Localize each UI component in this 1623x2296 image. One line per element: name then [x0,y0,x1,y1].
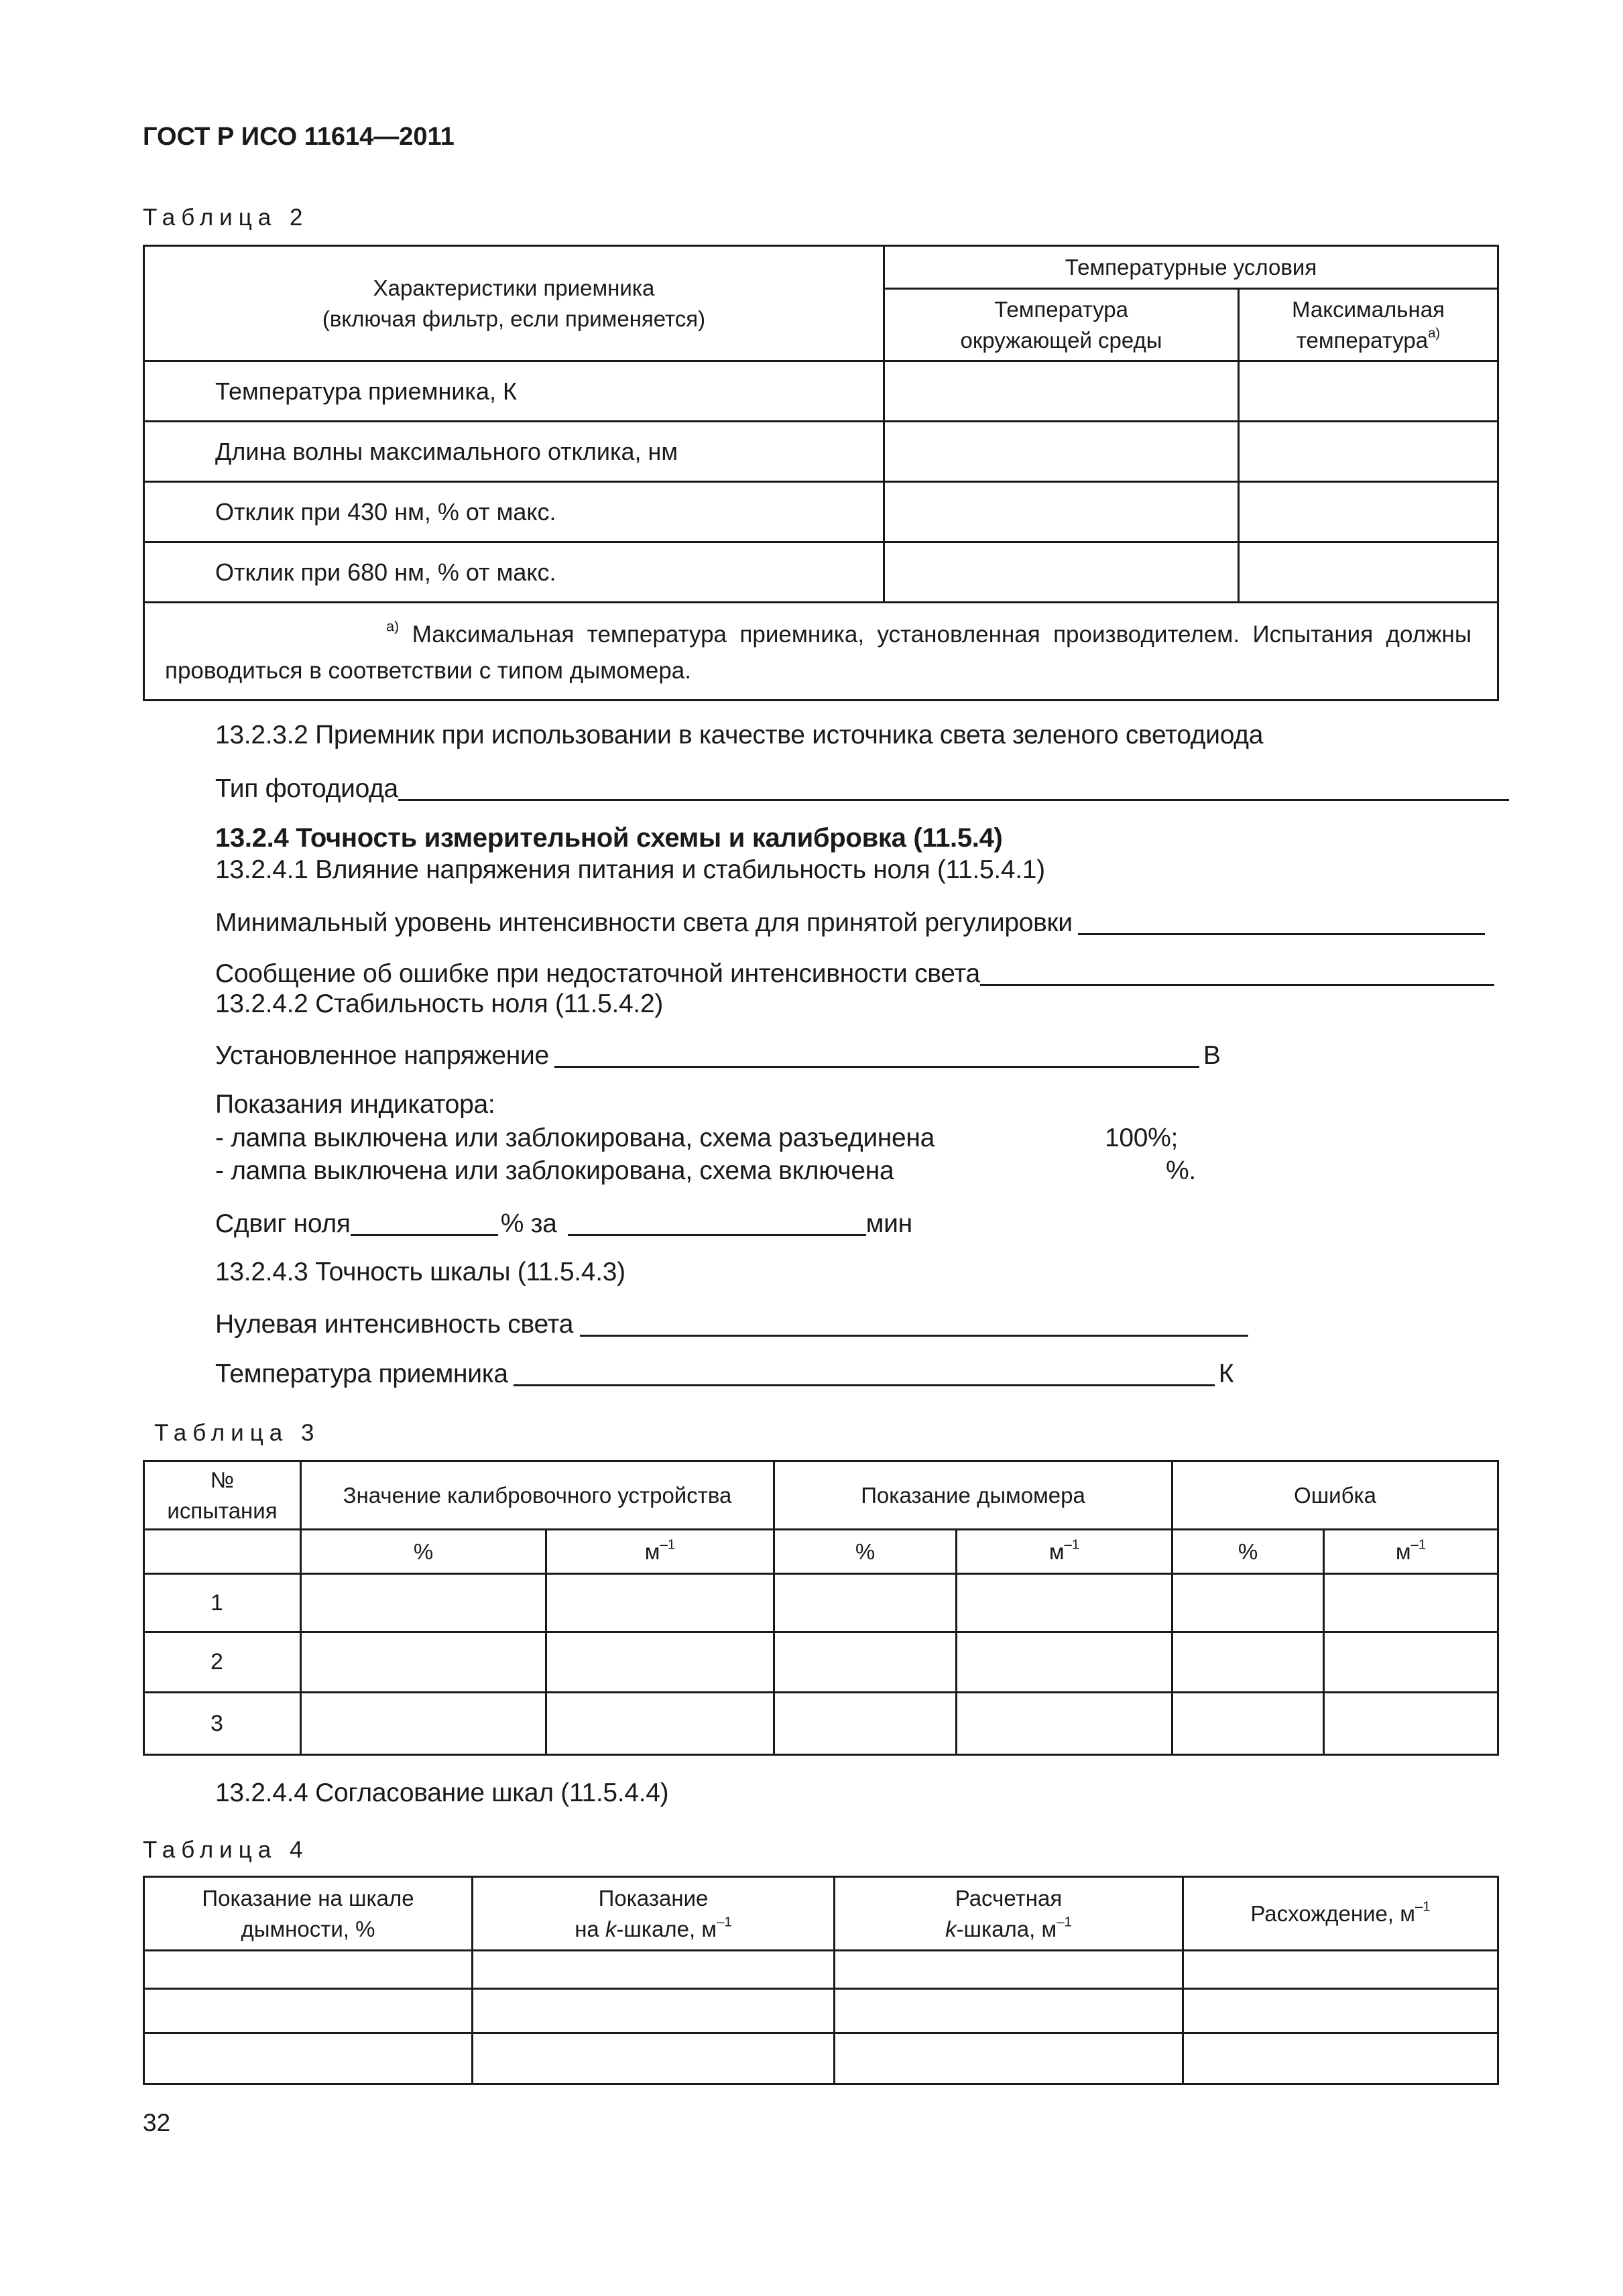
table3-row-number: 2 [144,1632,301,1693]
table4-cell [835,1951,1183,1989]
table2-cell [1239,482,1498,542]
table4-col-k-reading [473,1877,835,1951]
table3-unit-empty [144,1530,301,1574]
voltage-line [215,1039,1221,1071]
table2-caption: Таблица 2 [143,204,309,231]
table3-cell [301,1632,546,1693]
table3-cell [774,1693,957,1755]
table4-exp: –1 [1057,1914,1072,1930]
table4-col-k-reading-l2 [473,1914,833,1945]
voltage-label: Установленное напряжение [215,1041,549,1070]
table2-col-receiver-l2: (включая фильтр, если применяется) [322,306,706,331]
indicator-item-1-value: 100%; [1105,1124,1179,1152]
receiver-temperature-label: Температура приемника [215,1360,508,1388]
table3-unit-m: м [644,1538,660,1564]
table2-col-maxtemp-text: температура [1296,327,1429,353]
receiver-temperature-blank [514,1357,1215,1386]
table3-unit-exp: –1 [1064,1536,1080,1553]
indicator-item-2: - лампа выключена или заблокирована, схема включена [215,1156,894,1185]
table2-row-label: Длина волны максимального отклика, нм [144,422,884,482]
section-13-2-4-2: 13.2.4.2 Стабильность ноля (11.5.4.2) [215,989,664,1018]
table2-cell [884,361,1239,422]
photodiode-type-label: Тип фотодиода [215,774,398,803]
table2-col-maxtemp [1239,289,1498,361]
table4-cell [144,1951,473,1989]
table2-col-receiver-l1: Характеристики приемника [373,275,655,300]
table3-unit-per-metre [957,1530,1173,1574]
table3-unit-per-metre [1324,1530,1498,1574]
table3-cell [301,1693,546,1755]
zero-shift-line [215,1207,912,1239]
table4-col-k-reading-l1: Показание [598,1885,709,1911]
table2-col-ambient-l1: Температура [994,296,1128,322]
zero-intensity-label: Нулевая интенсивность света [215,1310,574,1339]
section-13-2-4-4: 13.2.4.4 Согласование шкал (11.5.4.4) [215,1778,669,1807]
table3-cell [1324,1632,1498,1693]
table3-cell [774,1632,957,1693]
table3-unit-percent: % [774,1530,957,1574]
table4-cell [835,1989,1183,2033]
table3-col-test-number [144,1461,301,1530]
zero-intensity-blank [580,1308,1248,1337]
table3-cell [1324,1693,1498,1755]
zero-shift-time-blank [568,1207,866,1236]
table3-col-calibration: Значение калибровочного устройства [301,1461,774,1530]
table3-cell [1173,1574,1324,1632]
table4-col-smoke-scale-l1: Показание на шкале [202,1885,414,1911]
table4-col-discrepancy [1183,1877,1498,1951]
table4-col-smoke-scale-l2: дымности, % [241,1916,375,1941]
table3-col-test-number-l1: № [210,1467,235,1492]
table3-cell [774,1574,957,1632]
table2-cell [1239,422,1498,482]
table2-cell [884,542,1239,603]
table2-col-receiver [144,246,884,361]
document-header: ГОСТ Р ИСО 11614—2011 [143,123,455,151]
zero-shift-min: мин [865,1209,912,1238]
table3-unit-percent: % [1173,1530,1324,1574]
table3-caption: Таблица 3 [154,1420,320,1446]
table4-col-k-calculated [835,1877,1183,1951]
table4-cell [1183,1989,1498,2033]
table3-cell [1173,1693,1324,1755]
table2-footnote [144,603,1498,701]
table3-col-error: Ошибка [1173,1461,1498,1530]
voltage-blank [554,1039,1199,1068]
table2 [143,245,1499,701]
table4-text: на [575,1916,605,1941]
table4-exp: –1 [717,1914,732,1930]
table4-cell [473,2033,835,2084]
table2-row-label: Отклик при 680 нм, % от макс. [144,542,884,603]
table2-footnote-mark: а) [386,617,400,635]
table2-row-label: Отклик при 430 нм, % от макс. [144,482,884,542]
table3-unit-m: м [1048,1538,1065,1564]
section-13-2-4-heading: 13.2.4 Точность измерительной схемы и калибровка (11.5.4) [215,823,1003,853]
error-message-label: Сообщение об ошибке при недостаточной интенсивности света [215,959,980,988]
table3-unit-exp: –1 [660,1536,676,1553]
page-number: 32 [143,2109,171,2136]
table4-text: -шкала, м [956,1916,1057,1941]
error-message-blank [980,957,1494,986]
zero-intensity-line [215,1308,1248,1339]
zero-shift-blank [351,1207,498,1236]
table4-k-symbol: k [945,1916,957,1941]
table3-cell [546,1632,774,1693]
table3-row-number: 1 [144,1574,301,1632]
table2-cell [884,422,1239,482]
section-13-2-3-2: 13.2.3.2 Приемник при использовании в качестве источника света зеленого светодиода [215,721,1264,749]
table4-cell [835,2033,1183,2084]
table2-row-label: Температура приемника, К [144,361,884,422]
table4-col-k-calculated-l2 [835,1914,1182,1945]
table3-cell [957,1632,1173,1693]
receiver-temperature-unit: К [1218,1360,1234,1388]
photodiode-type-blank [398,772,1509,801]
table2-cell [1239,361,1498,422]
zero-shift-label: Сдвиг ноля [215,1209,351,1238]
table3-cell [546,1693,774,1755]
table4-cell [473,1989,835,2033]
indicator-item-2-value: %. [1166,1156,1196,1185]
table3 [143,1460,1499,1756]
table4 [143,1876,1499,2085]
indicator-readings-title: Показания индикатора: [215,1090,495,1119]
min-light-level-label: Минимальный уровень интенсивности света для принятой регулировки [215,908,1073,937]
table2-col-maxtemp-l2 [1240,325,1497,356]
table4-cell [144,2033,473,2084]
table3-col-test-number-l2: испытания [167,1498,278,1523]
section-13-2-4-1: 13.2.4.1 Влияние напряжения питания и стабильность ноля (11.5.4.1) [215,855,1045,884]
table2-footnote-text: Максимальная температура приемника, установленная производителем. Испытания должны проводиться в соответствии с типом дымомера. [165,621,1471,684]
table3-cell [301,1574,546,1632]
table3-unit-m: м [1395,1538,1411,1564]
table4-k-symbol: k [605,1916,617,1941]
table4-cell [473,1951,835,1989]
table4-caption: Таблица 4 [143,1837,309,1863]
indicator-item-1: - лампа выключена или заблокирована, схема разъединена [215,1124,935,1152]
table3-cell [957,1574,1173,1632]
table4-text: Расхождение, м [1250,1900,1415,1926]
table3-cell [1173,1632,1324,1693]
table3-cell [1324,1574,1498,1632]
error-message-line [215,957,1494,989]
table4-col-k-calculated-l1: Расчетная [955,1885,1063,1911]
table2-cell [884,482,1239,542]
min-light-level-line [215,906,1485,938]
table4-exp: –1 [1415,1898,1431,1915]
photodiode-type-line [215,772,1509,804]
voltage-unit: В [1203,1041,1221,1070]
table3-col-reading: Показание дымомера [774,1461,1173,1530]
table2-col-ambient [884,289,1239,361]
table2-group-header: Температурные условия [884,246,1498,289]
table2-cell [1239,542,1498,603]
receiver-temperature-line [215,1357,1234,1389]
table2-col-maxtemp-l1: Максимальная [1292,296,1445,322]
min-light-level-blank [1078,906,1485,935]
table3-row-number: 3 [144,1693,301,1755]
table3-cell [546,1574,774,1632]
table4-col-smoke-scale [144,1877,473,1951]
table4-cell [1183,1951,1498,1989]
table4-text: -шкале, м [616,1916,717,1941]
table3-unit-percent: % [301,1530,546,1574]
section-13-2-4-3: 13.2.4.3 Точность шкалы (11.5.4.3) [215,1258,625,1286]
table3-unit-per-metre [546,1530,774,1574]
table4-cell [1183,2033,1498,2084]
table3-cell [957,1693,1173,1755]
table4-cell [144,1989,473,2033]
table2-col-ambient-l2: окружающей среды [960,327,1162,353]
table2-footnote-ref: а) [1428,325,1441,341]
zero-shift-pct: % за [500,1209,557,1238]
table3-unit-exp: –1 [1410,1536,1427,1553]
